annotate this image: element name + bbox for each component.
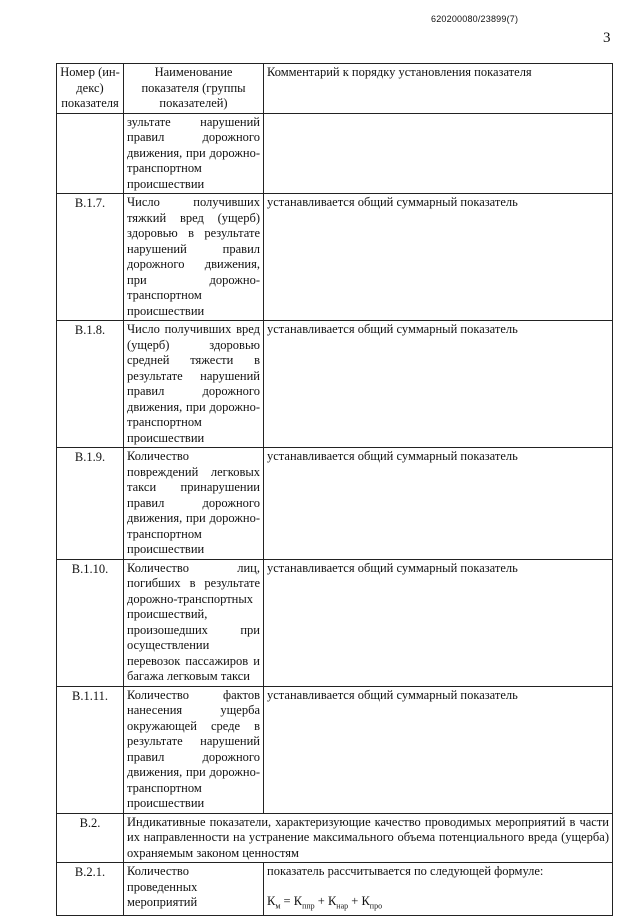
row-index: В.1.7. [57,194,124,321]
table-row [57,863,613,916]
row-index [57,113,124,194]
row-comment: устанавливается общий суммарный показатель [264,194,613,321]
row-comment-formula-cell [264,863,613,916]
row-name: Число получивших тяжкий вред (ущерб) здоровью в результате нарушений правил дорожного движения, при дорожно-транспортном происшествии [124,194,264,321]
row-index: В.1.8. [57,321,124,448]
indicators-table [56,63,613,916]
table-row [57,194,613,321]
section-b2-row [57,813,613,863]
row-comment: устанавливается общий суммарный показатель [264,559,613,686]
table-row [57,113,613,194]
row-name: Количество проведенных мероприятий [124,863,264,916]
formula-plus: + [314,893,328,908]
formula-lhs-sub: м [275,901,281,910]
table-row [57,559,613,686]
formula [267,894,609,914]
row-comment: показатель рассчитывается по следующей формуле: [267,864,544,878]
header-name: Наименование показателя (группы показателей) [124,64,264,114]
row-index: В.1.9. [57,448,124,560]
page-number: 3 [603,30,611,46]
row-name: зультате нарушений правил дорожного движения, при дорожно-транспортном происшествии [124,113,264,194]
section-index: В.2. [57,813,124,863]
formula-term: К [293,893,303,908]
header-index: Номер (ин-декс) показателя [57,64,124,114]
table-row [57,686,613,813]
formula-plus: + [348,893,362,908]
section-description: Индикативные показатели, характеризующие качество проводимых мероприятий в части их направленности на устранение максимального объема потенциального вреда (ущерба) охраняемым законом ценностям [124,813,613,863]
formula-term-sub: ппр [302,901,315,910]
row-comment: устанавливается общий суммарный показатель [264,321,613,448]
document-id: 620200080/23899(7) [431,14,519,24]
formula-term-sub: нар [336,901,349,910]
formula-term: К [327,893,337,908]
row-comment [264,113,613,194]
table-row [57,448,613,560]
row-index: В.2.1. [57,863,124,916]
formula-term: К [361,893,370,908]
row-name: Количество повреждений легковых такси принарушении правил дорожного движения, при дорожно-транспортном происшествии [124,448,264,560]
row-index: В.1.10. [57,559,124,686]
header-comment: Комментарий к порядку установления показателя [264,64,613,114]
row-name: Количество фактов нанесения ущерба окружающей среде в результате нарушений правил дорожного движения, при дорожно-транспортном происшествии [124,686,264,813]
row-comment: устанавливается общий суммарный показатель [264,448,613,560]
formula-term-sub: про [369,901,383,910]
row-name: Число получивших вред (ущерб) здоровью средней тяжести в результате нарушений правил дорожного движения, при дорожно-транспортном происшествии [124,321,264,448]
table-header-row [57,64,613,114]
formula-lhs: К [267,893,276,908]
row-comment: устанавливается общий суммарный показатель [264,686,613,813]
row-name: Количество лиц, погибших в результате дорожно-транспортных происшествий, произошедших при осуществлении перевозок пассажиров и багажа легковым такси [124,559,264,686]
row-index: В.1.11. [57,686,124,813]
table-row [57,321,613,448]
formula-equals: = [280,893,294,908]
